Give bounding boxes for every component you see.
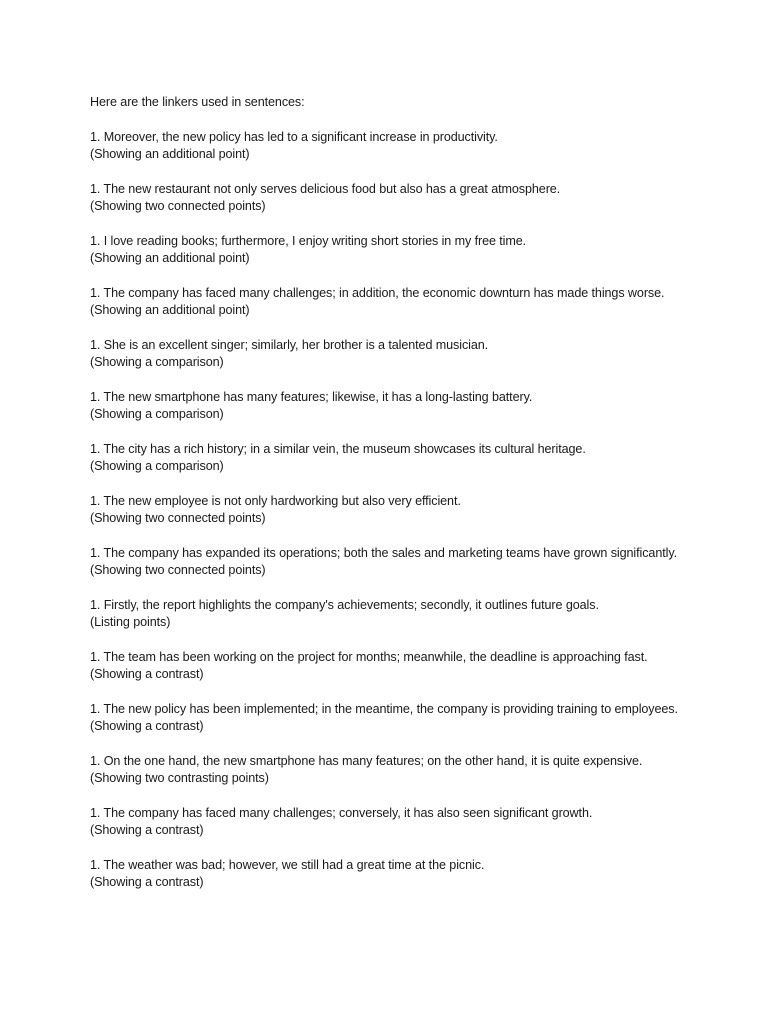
list-item (90, 337, 690, 372)
linker-function-label: (Showing a comparison) (90, 407, 224, 421)
list-item (90, 441, 690, 476)
example-sentence: 1. The new smartphone has many features; likewise, it has a long-lasting battery. (90, 389, 533, 404)
linker-function-label: (Showing a contrast) (90, 719, 204, 733)
example-sentence: 1. She is an excellent singer; similarly, her brother is a talented musician. (90, 337, 489, 352)
list-item (90, 181, 690, 216)
linker-function-label: (Showing a comparison) (90, 459, 224, 473)
linker-function-label: (Showing two connected points) (90, 199, 266, 213)
example-sentence: 1. I love reading books; furthermore, I enjoy writing short stories in my free time. (90, 233, 527, 248)
linker-function-label: (Listing points) (90, 615, 171, 629)
linker-function-label: (Showing an additional point) (90, 303, 250, 317)
linker-function-label: (Showing an additional point) (90, 147, 250, 161)
list-item (90, 805, 690, 840)
example-sentence: 1. The new policy has been implemented; in the meantime, the company is providing training to employees. (90, 701, 678, 716)
linker-function-label: (Showing a contrast) (90, 667, 204, 681)
linker-function-label: (Showing two contrasting points) (90, 771, 269, 785)
intro-text: Here are the linkers used in sentences: (90, 95, 305, 109)
linker-function-label: (Showing a comparison) (90, 355, 224, 369)
linker-function-label: (Showing two connected points) (90, 563, 266, 577)
document-body (90, 94, 690, 909)
example-sentence: 1. The city has a rich history; in a similar vein, the museum showcases its cultural heritage. (90, 441, 586, 456)
linker-function-label: (Showing a contrast) (90, 875, 204, 889)
list-item (90, 597, 690, 632)
example-sentence: 1. Firstly, the report highlights the company's achievements; secondly, it outlines future goals. (90, 597, 599, 612)
list-item (90, 753, 690, 788)
example-sentence: 1. The company has faced many challenges; conversely, it has also seen significant growth. (90, 805, 593, 820)
example-sentence: 1. The team has been working on the project for months; meanwhile, the deadline is approaching fast. (90, 649, 648, 664)
list-item (90, 493, 690, 528)
intro-paragraph (90, 94, 690, 112)
example-sentence: 1. On the one hand, the new smartphone has many features; on the other hand, it is quite expensive. (90, 753, 643, 768)
list-item (90, 233, 690, 268)
example-sentence: 1. The company has expanded its operations; both the sales and marketing teams have grown significantly. (90, 545, 677, 560)
example-sentence: 1. Moreover, the new policy has led to a significant increase in productivity. (90, 129, 498, 144)
example-sentence: 1. The weather was bad; however, we still had a great time at the picnic. (90, 857, 485, 872)
example-sentence: 1. The new employee is not only hardworking but also very efficient. (90, 493, 461, 508)
list-item (90, 129, 690, 164)
list-item (90, 389, 690, 424)
linker-function-label: (Showing two connected points) (90, 511, 266, 525)
list-item (90, 649, 690, 684)
linker-function-label: (Showing a contrast) (90, 823, 204, 837)
list-item (90, 285, 690, 320)
example-sentence: 1. The new restaurant not only serves delicious food but also has a great atmosphere. (90, 181, 561, 196)
list-item (90, 857, 690, 892)
example-sentence: 1. The company has faced many challenges; in addition, the economic downturn has made things worse. (90, 285, 665, 300)
linker-function-label: (Showing an additional point) (90, 251, 250, 265)
list-item (90, 545, 690, 580)
list-item (90, 701, 690, 736)
